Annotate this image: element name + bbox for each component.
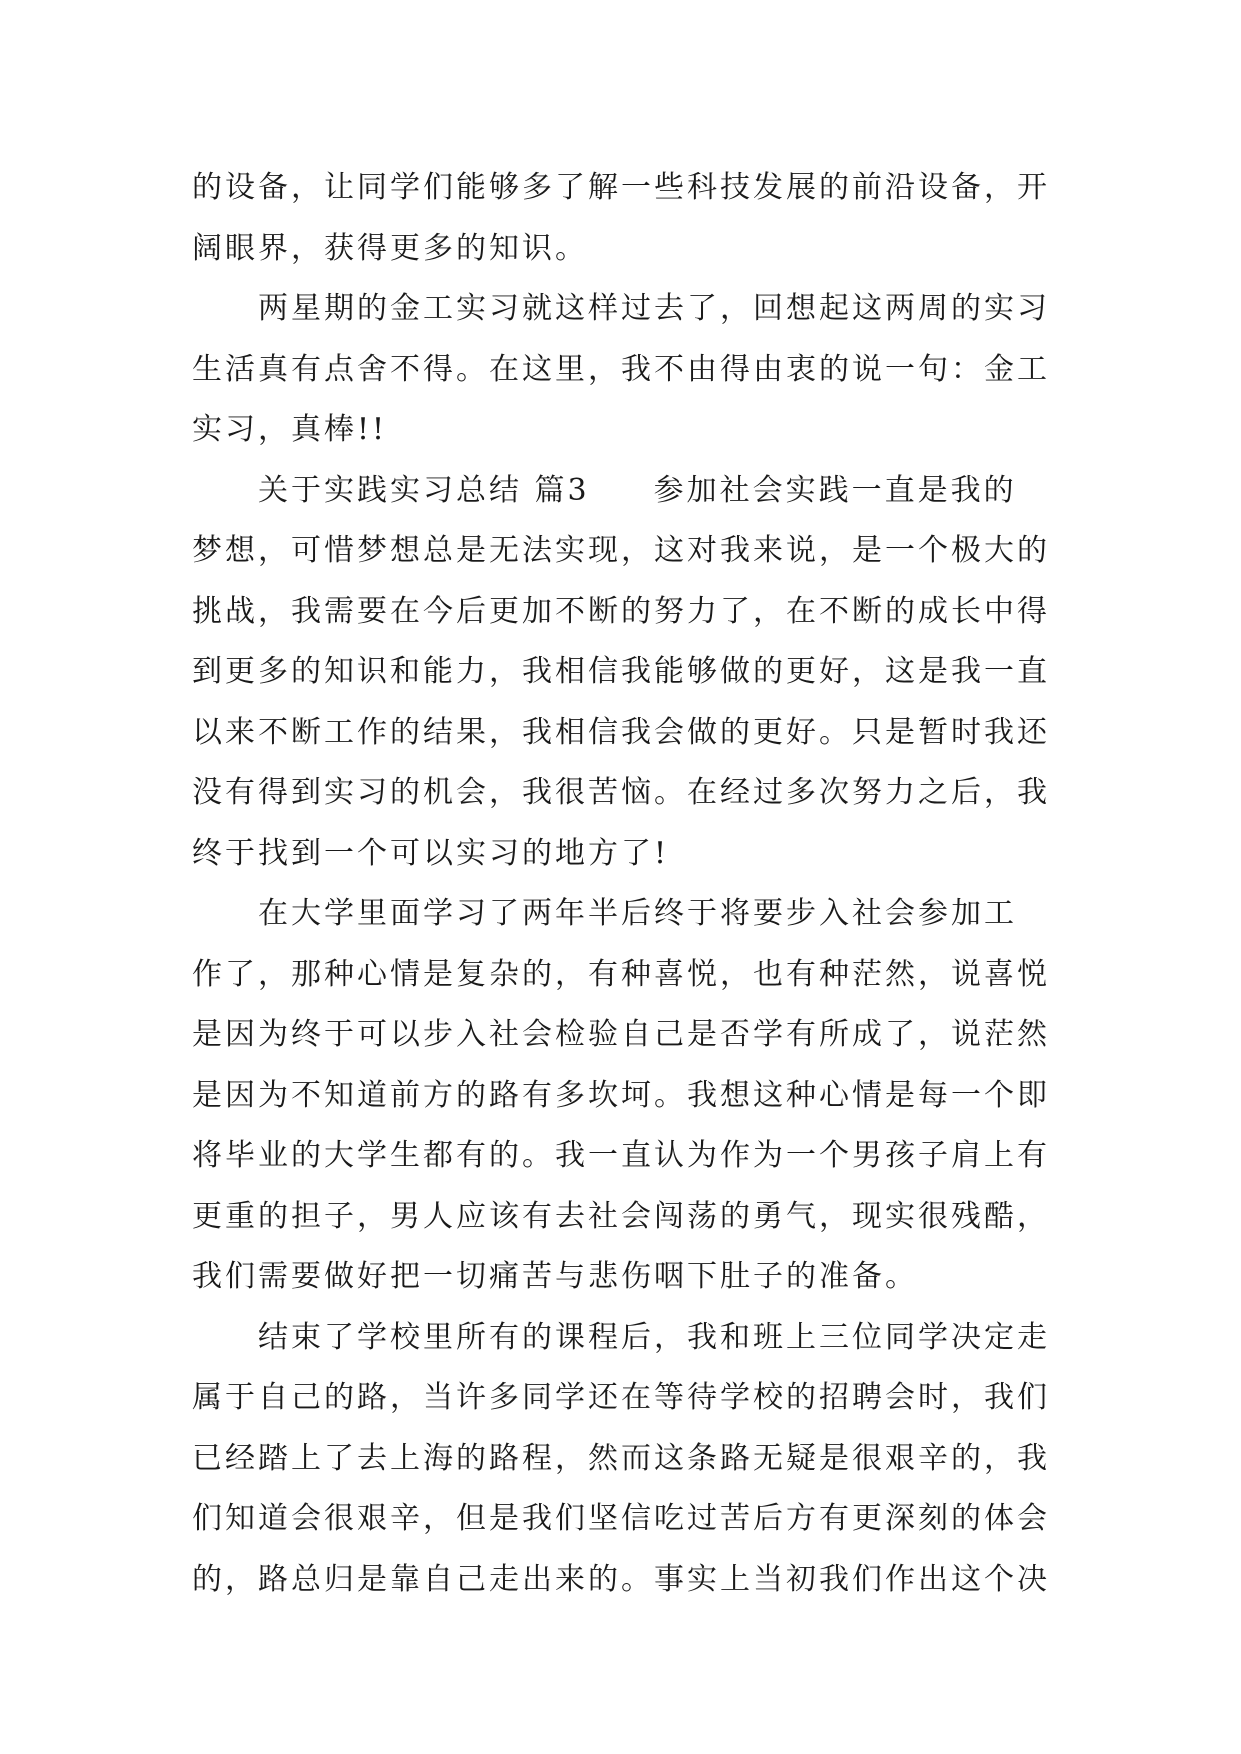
text-line: 终于找到一个可以实习的地方了! — [192, 835, 670, 871]
text-line: 到更多的知识和能力，我相信我能够做的更好，这是我一直 — [192, 654, 1050, 689]
text-line: 作了，那种心情是复杂的，有种喜悦，也有种茫然，说喜悦 — [192, 956, 1050, 992]
text-line-continuation: 参加社会实践一直是我的 — [653, 472, 1017, 508]
text-line: 在大学里面学习了两年半后终于将要步入社会参加工 — [192, 896, 1017, 931]
text-line: 是因为终于可以步入社会检验自己是否学有所成了，说茫然 — [192, 1017, 1050, 1052]
text-line: 生活真有点舍不得。在这里，我不由得由衷的说一句：金工 — [192, 351, 1050, 387]
text-line: 实习，真棒!! — [192, 412, 388, 447]
text-line: 的设备，让同学们能够多了解一些科技发展的前沿设备，开 — [192, 170, 1050, 205]
text-line: 将毕业的大学生都有的。我一直认为作为一个男孩子肩上有 — [192, 1138, 1050, 1173]
text-line: 挑战，我需要在今后更加不断的努力了，在不断的成长中得 — [192, 593, 1050, 629]
text-line: 们知道会很艰辛，但是我们坚信吃过苦后方有更深刻的体会 — [192, 1501, 1050, 1536]
section-heading: 关于实践实习总结 篇3 — [192, 472, 590, 508]
section-heading-line — [192, 461, 1092, 522]
text-line: 已经踏上了去上海的路程，然而这条路无疑是很艰辛的，我 — [192, 1440, 1050, 1476]
text-line: 以来不断工作的结果，我相信我会做的更好。只是暂时我还 — [192, 714, 1050, 750]
text-line: 没有得到实习的机会，我很苦恼。在经过多次努力之后，我 — [192, 775, 1050, 810]
text-line: 结束了学校里所有的课程后，我和班上三位同学决定走 — [192, 1319, 1050, 1355]
text-line: 梦想，可惜梦想总是无法实现，这对我来说，是一个极大的 — [192, 533, 1050, 568]
text-line: 更重的担子，男人应该有去社会闯荡的勇气，现实很残酷， — [192, 1198, 1050, 1234]
text-line: 阔眼界，获得更多的知识。 — [192, 230, 588, 266]
text-line: 是因为不知道前方的路有多坎坷。我想这种心情是每一个即 — [192, 1077, 1050, 1113]
text-line: 属于自己的路，当许多同学还在等待学校的招聘会时，我们 — [192, 1380, 1050, 1415]
text-line: 的，路总归是靠自己走出来的。事实上当初我们作出这个决 — [192, 1561, 1050, 1597]
body-text — [192, 158, 1092, 1610]
text-line: 我们需要做好把一切痛苦与悲伤咽下肚子的准备。 — [192, 1259, 918, 1294]
text-line: 两星期的金工实习就这样过去了，回想起这两周的实习 — [192, 291, 1050, 326]
